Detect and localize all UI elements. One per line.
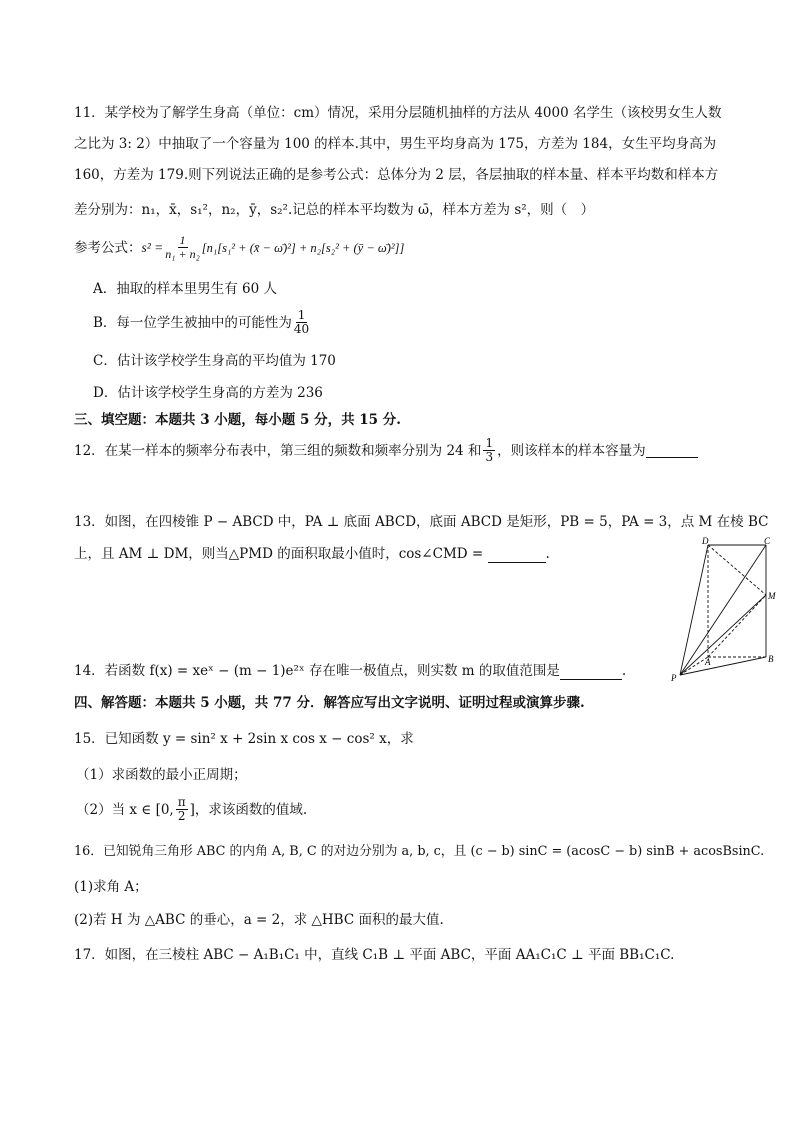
q11-option-b-num: 1 [297, 308, 306, 322]
q12-text-pre: 12．在某一样本的频率分布表中，第三组的频数和频率分别为 24 和 [74, 442, 482, 459]
q15-part-2-fraction [176, 796, 188, 823]
vertex-c: C [764, 536, 771, 546]
formula-fraction-num: 1 [179, 233, 186, 247]
q11-option-b-fraction [294, 309, 309, 336]
formula-fraction-den: n₁ + n₂ [165, 247, 200, 261]
vertex-p: P [671, 673, 677, 683]
q12-answer-blank[interactable] [646, 443, 698, 458]
q15-line-1: 15．已知函数 y = sin² x + 2sin x cos x − cos² x，求 [74, 731, 414, 747]
q15-part-2-pre: （2）当 x ∈ [0, [76, 801, 174, 818]
q15-part-2 [76, 796, 307, 823]
q16-part-1: (1)求角 A； [74, 879, 148, 895]
section-3-heading: 三、填空题：本题共 3 小题，每小题 5 分，共 15 分. [74, 412, 401, 428]
vertex-d: D [702, 536, 709, 546]
formula-rhs: [n₁[s₁² + (x̄ − ω̄)²] + n₂[s₂² + (ȳ − ω̄)²]] [201, 240, 405, 255]
edge-pb [680, 657, 766, 675]
q11-line-4: 差分别为：n₁，x̄，s₁²，n₂，ȳ，s₂².记总的样本平均数为 ω̄，样本方差为 s²，则（ ） [74, 202, 595, 218]
vertex-b: B [768, 654, 774, 664]
edge-pc [680, 545, 766, 675]
q14-text-end: . [621, 663, 627, 679]
q15-part-2-num: π [177, 795, 186, 809]
section-4-heading: 四、解答题：本题共 5 小题，共 77 分．解答应写出文字说明、证明过程或演算步骤. [74, 695, 585, 711]
edge-dm [708, 545, 766, 595]
pyramid-figure [668, 535, 784, 685]
q13-line-2-text: 上，且 AM ⊥ DM，则当△PMD 的面积取最小值时，cos∠CMD = [74, 546, 488, 562]
q15-part-1: （1）求函数的最小正周期； [76, 767, 247, 783]
q11-line-1: 11．某学校为了解学生身高（单位：cm）情况，采用分层随机抽样的方法从 4000 名学生（该校男女生人数 [74, 105, 722, 121]
q11-option-b-text: B．每一位学生被抽中的可能性为 [93, 314, 292, 331]
q11-option-b-den: 40 [293, 322, 310, 336]
q16-part-2: (2)若 H 为 △ABC 的垂心，a = 2，求 △HBC 面积的最大值. [74, 912, 444, 928]
q12-fraction-den: 3 [485, 450, 494, 464]
q11-line-3: 160，方差为 179.则下列说法正确的是参考公式：总体分为 2 层，各层抽取的样本量、样本平均数和样本方 [74, 167, 719, 183]
q12-fraction [483, 437, 495, 464]
q11-option-c: C．估计该学校学生身高的平均值为 170 [93, 353, 336, 369]
vertex-m: M [768, 591, 776, 601]
q15-part-2-den: 2 [177, 809, 186, 823]
q14 [74, 662, 626, 680]
q11-option-a: A．抽取的样本里男生有 60 人 [93, 281, 278, 297]
edge-pm [680, 595, 766, 675]
formula-fraction [165, 234, 199, 261]
q13-line-2-end: . [545, 546, 550, 562]
formula-lhs: s² = [141, 239, 164, 255]
q11-option-d: D．估计该学校学生身高的方差为 236 [93, 385, 323, 401]
q14-text: 14．若函数 f(x) = xeˣ − (m − 1)e²ˣ 存在唯一极值点，则实数 m 的取值范围是 [74, 663, 560, 679]
q16-line-1: 16．已知锐角三角形 ABC 的内角 A, B, C 的对边分别为 a, b, c，且 (c − b) sinC = (acosC − b) sinB + acosBsinC. [74, 844, 765, 859]
q14-answer-blank[interactable] [560, 665, 622, 680]
formula-label: 参考公式： [74, 239, 142, 256]
q13-line-2 [74, 545, 550, 563]
q11-option-b [93, 309, 311, 336]
q13-answer-blank[interactable] [488, 548, 546, 563]
q12-fraction-num: 1 [485, 436, 494, 450]
edge-pd [680, 545, 708, 675]
q17-line-1: 17．如图，在三棱柱 ABC − A₁B₁C₁ 中，直线 C₁B ⊥ 平面 ABC，平面 AA₁C₁C ⊥ 平面 BB₁C₁C. [74, 947, 675, 963]
q11-line-2: 之比为 3: 2）中抽取了一个容量为 100 的样本.其中，男生平均身高为 175，方差为 184，女生平均身高为 [74, 136, 717, 152]
q12 [74, 437, 698, 464]
q13-line-1: 13．如图，在四棱锥 P − ABCD 中，PA ⊥ 底面 ABCD，底面 ABCD 是矩形，PB = 5，PA = 3，点 M 在棱 BC [74, 514, 769, 530]
vertex-a: A [705, 657, 711, 667]
q15-part-2-post: ]，求该函数的值域. [189, 801, 308, 818]
q12-text-post: ，则该样本的样本容量为 [497, 442, 646, 459]
edge-am [708, 595, 766, 657]
q11-formula [74, 234, 404, 261]
